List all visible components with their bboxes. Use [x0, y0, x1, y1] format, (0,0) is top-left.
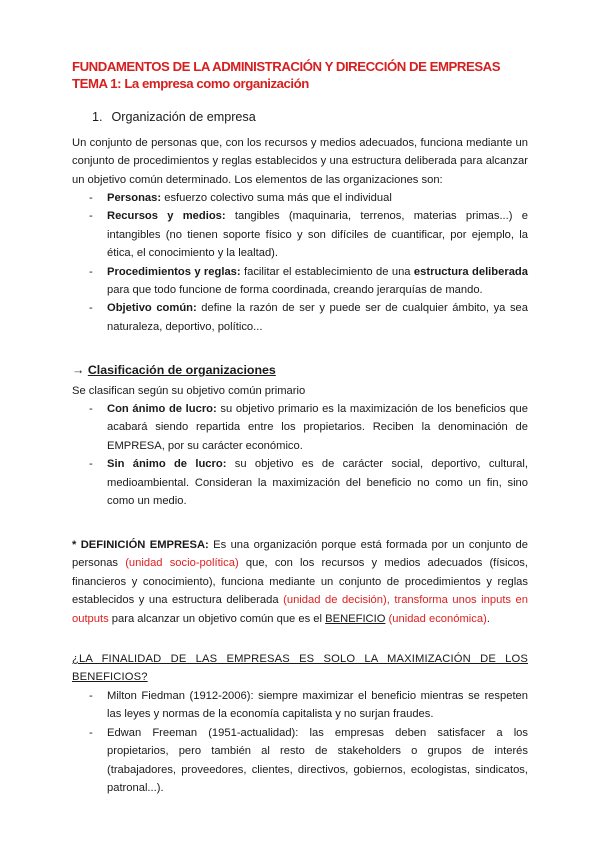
list-item: - Con ánimo de lucro: su objetivo primario es la maximización de los beneficios que acabará siendo repartida entre los propietarios. Reciben la denominación de EMPRESA, por su carácter económico.	[72, 400, 528, 455]
question-heading: ¿LA FINALIDAD DE LAS EMPRESAS ES SOLO LA MAXIMIZACIÓN DE LOS BENEFICIOS?	[72, 653, 528, 684]
authors-list	[72, 687, 528, 797]
section-number: 1.	[92, 110, 103, 124]
list-item: - Sin ánimo de lucro: su objetivo es de carácter social, deportivo, cultural, medioambiental. Consideran la maximización del beneficio no como un fin, sino como un medio.	[72, 455, 528, 510]
section-intro: Un conjunto de personas que, con los recursos y medios adecuados, funciona mediante un conjunto de procedimientos y reglas establecidos y una estructura deliberada para alcanzar un objetivo común determinado. Los elementos de las organizaciones son:	[72, 137, 528, 186]
classification-list	[72, 400, 528, 510]
document-header	[72, 58, 500, 92]
definition-paragraph: * DEFINICIÓN EMPRESA: Es una organización porque está formada por un conjunto de personas (unidad socio-política) que, con los recursos y medios adecuados (físicos, financieros y conocimiento), funciona mediante un conjunto de procedimientos y reglas establecidos y una estructura deliberada (unidad de decisión), transforma unos inputs en outputs para alcanzar un objetivo común que es el BENEFICIO (unidad económica).	[72, 539, 528, 625]
definition-label: * DEFINICIÓN EMPRESA:	[72, 539, 209, 551]
arrow-icon: →	[72, 363, 85, 377]
list-item: - Milton Fiedman (1912-2006): siempre maximizar el beneficio mientras se respeten las leyes y normas de la economía capitalista y no surjan fraudes.	[72, 687, 528, 724]
list-item: - Procedimientos y reglas: facilitar el establecimiento de una estructura deliberada para que todo funcione de forma coordinada, creando jerarquías de mando.	[72, 263, 528, 300]
classification-intro: Se clasifican según su objetivo común primario	[72, 385, 306, 397]
list-item: - Objetivo común: define la razón de ser y puede ser de cualquier ámbito, ya sea naturaleza, deportivo, político...	[72, 299, 528, 336]
list-item: - Edwan Freeman (1951-actualidad): las empresas deben satisfacer a los propietarios, pero también al resto de stakeholders o grupos de interés (trabajadores, proveedores, clientes, directivos, gobiernos, ecologistas, sindicatos, patronal...).	[72, 724, 528, 798]
classification-title: Clasificación de organizaciones	[87, 363, 276, 377]
section-title: Organización de empresa	[111, 110, 256, 124]
section-heading	[92, 108, 548, 126]
list-item: - Recursos y medios: tangibles (maquinaria, terrenos, materias primas...) e intangibles (no tienen soporte físico y son difíciles de cuantificar, por ejemplo, la ética, el conocimiento y la lealtad).	[72, 207, 528, 262]
course-title: FUNDAMENTOS DE LA ADMINISTRACIÓN Y DIRECCIÓN DE EMPRESAS	[72, 59, 501, 74]
topic-title: TEMA 1: La empresa como organización	[72, 76, 309, 91]
classification-heading	[72, 361, 528, 379]
list-item: - Personas: esfuerzo colectivo suma más que el individual	[72, 189, 528, 207]
elements-list	[72, 189, 528, 336]
